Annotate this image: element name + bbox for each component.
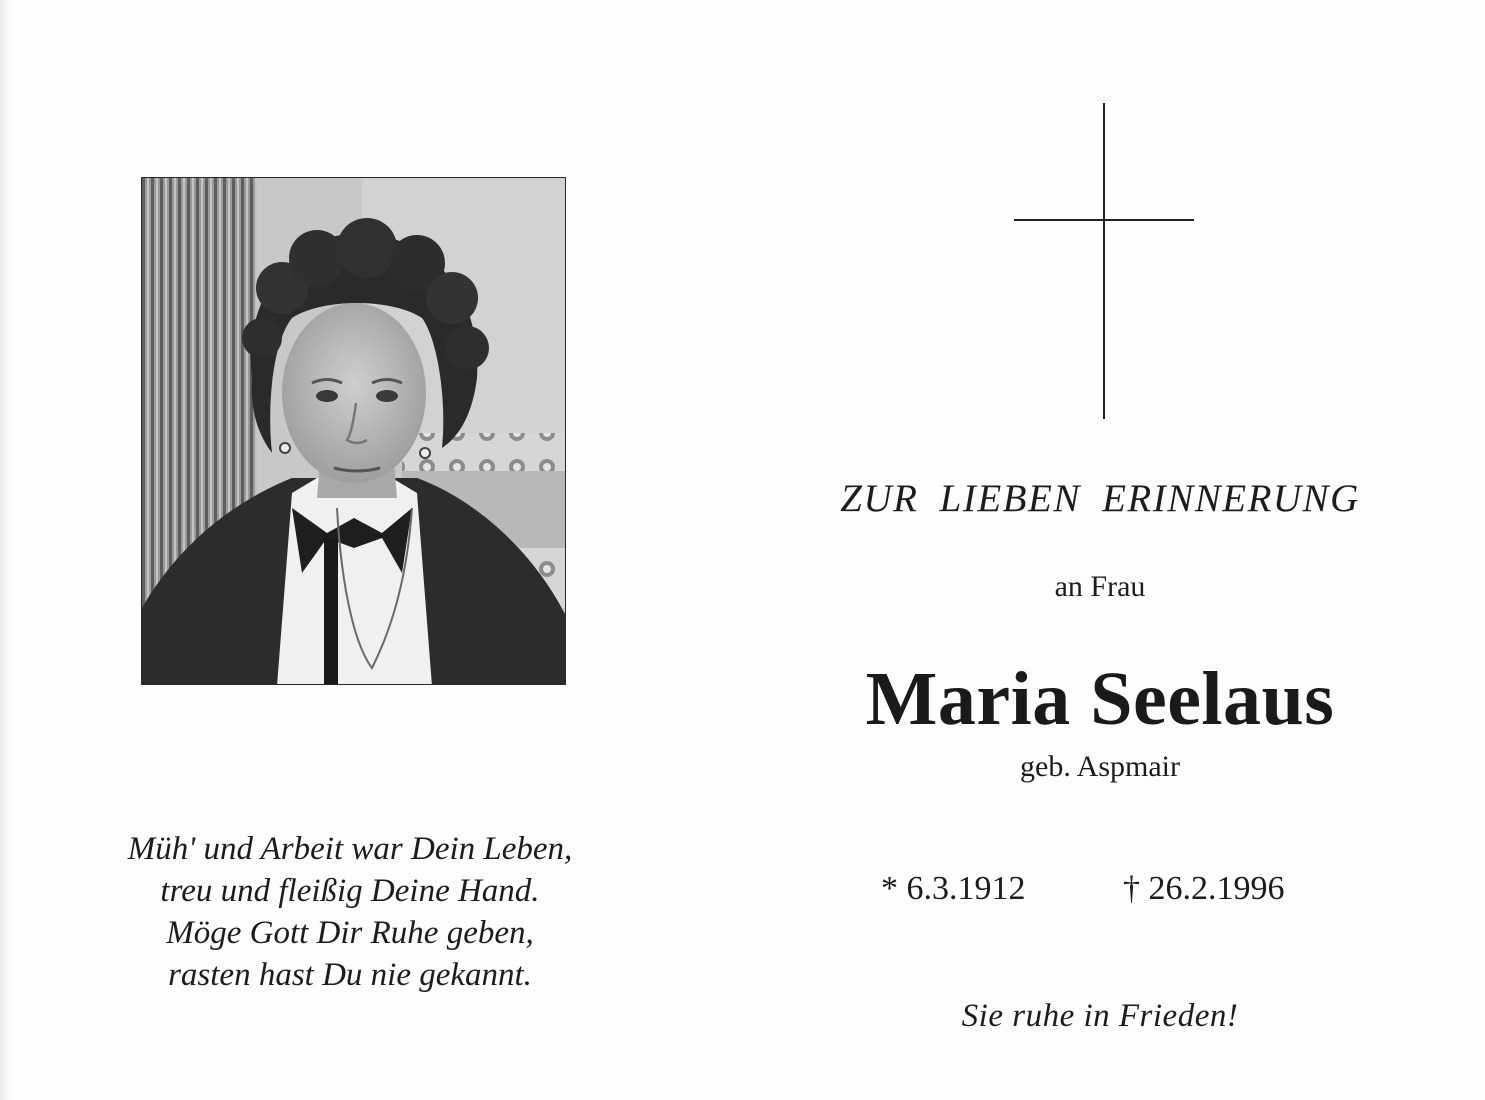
salutation: an Frau [1054,570,1146,603]
poem-line: Müh' und Arbeit war Dein Leben, [127,831,573,867]
cross-vertical-bar [1103,103,1105,419]
maiden-name: geb. Aspmair [1020,750,1180,783]
portrait-photo [141,177,566,685]
card-edge-shadow [0,0,10,1100]
memorial-poem [60,828,640,996]
poem-line: Möge Gott Dir Ruhe geben, [166,915,534,951]
death-date: † 26.2.1996 [1123,870,1285,907]
cross-horizontal-bar [1014,219,1194,221]
poem-line: treu und fleißig Deine Hand. [160,873,540,909]
memorial-heading: ZUR LIEBEN ERINNERUNG [840,477,1360,520]
poem-line: rasten hast Du nie gekannt. [168,957,532,993]
deceased-name: Maria Seelaus [865,657,1335,741]
closing-phrase: Sie ruhe in Frieden! [961,998,1239,1034]
birth-date: * 6.3.1912 [881,870,1026,907]
portrait-image [142,178,566,685]
